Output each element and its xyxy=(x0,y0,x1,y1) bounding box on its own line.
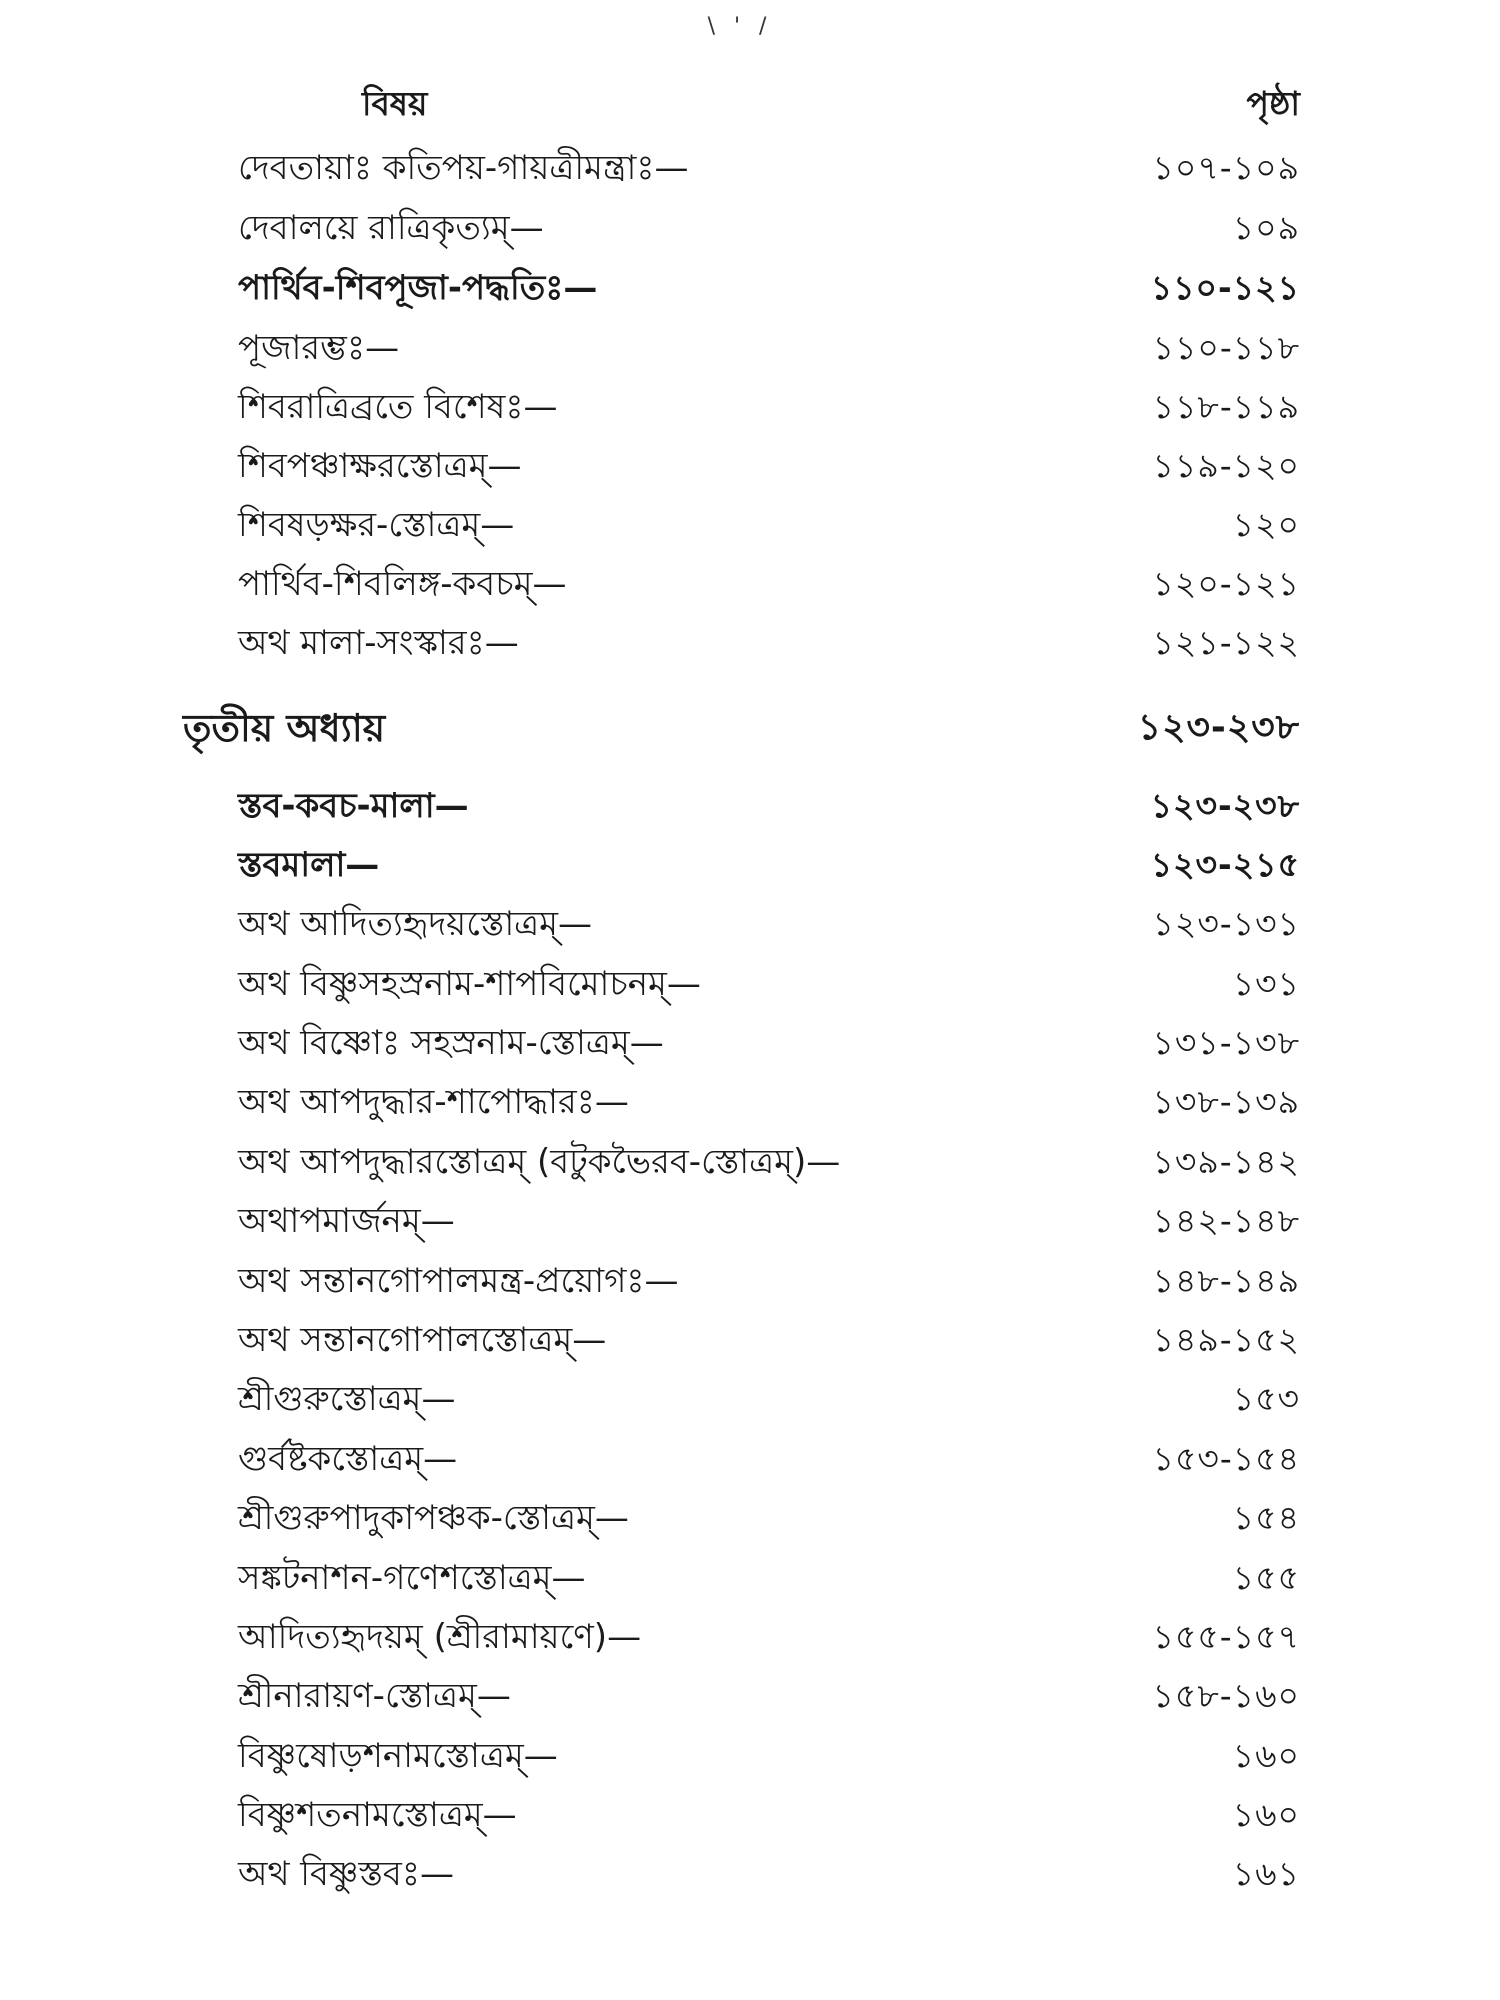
toc-entry xyxy=(0,1134,1500,1190)
toc-entry xyxy=(0,1431,1500,1487)
entry-title: অথ আপদুদ্ধারস্তোত্রম্ (বটুকভৈরব-স্তোত্রম্)— xyxy=(238,1142,841,1182)
toc-entry xyxy=(0,200,1500,256)
entry-title: শ্রীনারায়ণ-স্তোত্রম্— xyxy=(238,1676,511,1716)
chapter-heading xyxy=(0,700,1500,756)
entry-title: বিষ্ণুশতনামস্তোত্রম্— xyxy=(238,1795,517,1835)
entry-page: ১৬১ xyxy=(1232,1854,1300,1893)
entry-page: ১০৭-১০৯ xyxy=(1152,148,1300,187)
entry-title: শিবপঞ্চাক্ষরস্তোত্রম্— xyxy=(238,446,522,486)
entry-page: ১৪২-১৪৮ xyxy=(1152,1201,1300,1240)
toc-entry xyxy=(0,956,1500,1012)
entry-page: ১২০-১২১ xyxy=(1152,564,1300,603)
entry-page: ১৪৯-১৫২ xyxy=(1152,1320,1300,1359)
entry-page: ১৩১ xyxy=(1232,964,1300,1003)
entry-title: দেবালয়ে রাত্রিকৃত্যম্— xyxy=(238,208,544,248)
entry-title: স্তব-কবচ-মালা— xyxy=(238,786,469,826)
entry-page: ১১৯-১২০ xyxy=(1152,446,1300,485)
entry-page: ১৩৮-১৩৯ xyxy=(1152,1082,1300,1121)
page-marker: \ ' / xyxy=(707,14,773,39)
entry-title: শিবরাত্রিব্রতে বিশেষঃ— xyxy=(238,387,558,427)
entry-page: ১৫৫-১৫৭ xyxy=(1152,1617,1300,1656)
toc-entry xyxy=(0,1074,1500,1130)
entry-title: অথ সন্তানগোপালস্তোত্রম্— xyxy=(238,1320,607,1360)
toc-entry xyxy=(0,1668,1500,1724)
toc-entry xyxy=(0,556,1500,612)
chapter-page: ১২৩-২৩৮ xyxy=(1137,707,1300,748)
column-header-page: পৃষ্ঠা xyxy=(1246,84,1300,123)
toc-entry xyxy=(0,379,1500,435)
entry-page: ১৫৪ xyxy=(1232,1498,1300,1537)
toc-entry xyxy=(0,438,1500,494)
entry-page: ১৫৫ xyxy=(1232,1558,1300,1597)
toc-entry xyxy=(0,320,1500,376)
toc-entry xyxy=(0,260,1500,316)
entry-title: গুর্বষ্টকস্তোত্রম্— xyxy=(238,1439,458,1479)
entry-page: ১২০ xyxy=(1232,505,1300,544)
entry-page: ১৫৩-১৫৪ xyxy=(1152,1439,1300,1478)
toc-entry xyxy=(0,1253,1500,1309)
entry-page: ১১০-১১৮ xyxy=(1152,328,1300,367)
toc-entry xyxy=(0,1787,1500,1843)
toc-entry xyxy=(0,1193,1500,1249)
entry-page: ১৫৩ xyxy=(1232,1379,1300,1418)
column-header-subject: বিষয় xyxy=(362,84,428,123)
entry-title: অথ মালা-সংস্কারঃ— xyxy=(238,623,519,663)
entry-page: ১৫৮-১৬০ xyxy=(1152,1676,1300,1715)
entry-title: পূজারম্ভঃ— xyxy=(238,328,400,368)
entry-title: আদিত্যহৃদয়ম্ (শ্রীরামায়ণে)— xyxy=(238,1617,642,1657)
toc-entry xyxy=(0,896,1500,952)
entry-title: অথ বিষ্ণুসহস্রনাম-শাপবিমোচনম্— xyxy=(238,964,701,1004)
entry-title: অথ আপদুদ্ধার-শাপোদ্ধারঃ— xyxy=(238,1082,629,1122)
entry-page: ১২৩-২১৫ xyxy=(1150,845,1300,884)
toc-entry xyxy=(0,1550,1500,1606)
toc-entry xyxy=(0,837,1500,893)
entry-page: ১২৩-২৩৮ xyxy=(1150,786,1300,825)
chapter-title: তৃতীয় অধ্যায় xyxy=(183,706,386,750)
entry-page: ১৬০ xyxy=(1232,1795,1300,1834)
entry-title: সঙ্কটনাশন-গণেশস্তোত্রম্— xyxy=(238,1558,586,1598)
entry-page: ১২৩-১৩১ xyxy=(1152,904,1300,943)
toc-entry xyxy=(0,1609,1500,1665)
entry-title: অথ বিষ্ণোঃ সহস্রনাম-স্তোত্রম্— xyxy=(238,1023,664,1063)
entry-title: অথ বিষ্ণুস্তবঃ— xyxy=(238,1854,454,1894)
toc-entry xyxy=(0,615,1500,671)
entry-title: পার্থিব-শিবপূজা-পদ্ধতিঃ— xyxy=(238,268,598,308)
entry-page: ১২১-১২২ xyxy=(1152,623,1300,662)
entry-title: অথ সন্তানগোপালমন্ত্র-প্রয়োগঃ— xyxy=(238,1261,679,1301)
entry-title: স্তবমালা— xyxy=(238,845,380,885)
toc-entry xyxy=(0,1728,1500,1784)
entry-page: ১১০-১২১ xyxy=(1150,268,1300,307)
entry-page: ১০৯ xyxy=(1232,208,1300,247)
entry-title: শ্রীগুরুস্তোত্রম্— xyxy=(238,1379,456,1419)
entry-page: ১৪৮-১৪৯ xyxy=(1152,1261,1300,1300)
entry-title: শিবষড়ক্ষর-স্তোত্রম্— xyxy=(238,505,515,545)
entry-title: বিষ্ণুষোড়শনামস্তোত্রম্— xyxy=(238,1736,558,1776)
toc-entry xyxy=(0,1490,1500,1546)
toc-entry xyxy=(0,778,1500,834)
entry-title: অথ আদিত্যহৃদয়স্তোত্রম্— xyxy=(238,904,593,944)
entry-title: শ্রীগুরুপাদুকাপঞ্চক-স্তোত্রম্— xyxy=(238,1498,629,1538)
toc-entry xyxy=(0,497,1500,553)
toc-entry xyxy=(0,1371,1500,1427)
toc-entry xyxy=(0,1312,1500,1368)
entry-title: দেবতায়াঃ কতিপয়-গায়ত্রীমন্ত্রাঃ— xyxy=(238,148,689,188)
entry-title: পার্থিব-শিবলিঙ্গ-কবচম্— xyxy=(238,564,567,604)
toc-entry xyxy=(0,1846,1500,1902)
entry-title: অথাপমার্জনম্— xyxy=(238,1201,455,1241)
entry-page: ১৬০ xyxy=(1232,1736,1300,1775)
toc-entry xyxy=(0,1015,1500,1071)
entry-page: ১১৮-১১৯ xyxy=(1152,387,1300,426)
entry-page: ১৩৯-১৪২ xyxy=(1152,1142,1300,1181)
toc-entry xyxy=(0,140,1500,196)
entry-page: ১৩১-১৩৮ xyxy=(1152,1023,1300,1062)
